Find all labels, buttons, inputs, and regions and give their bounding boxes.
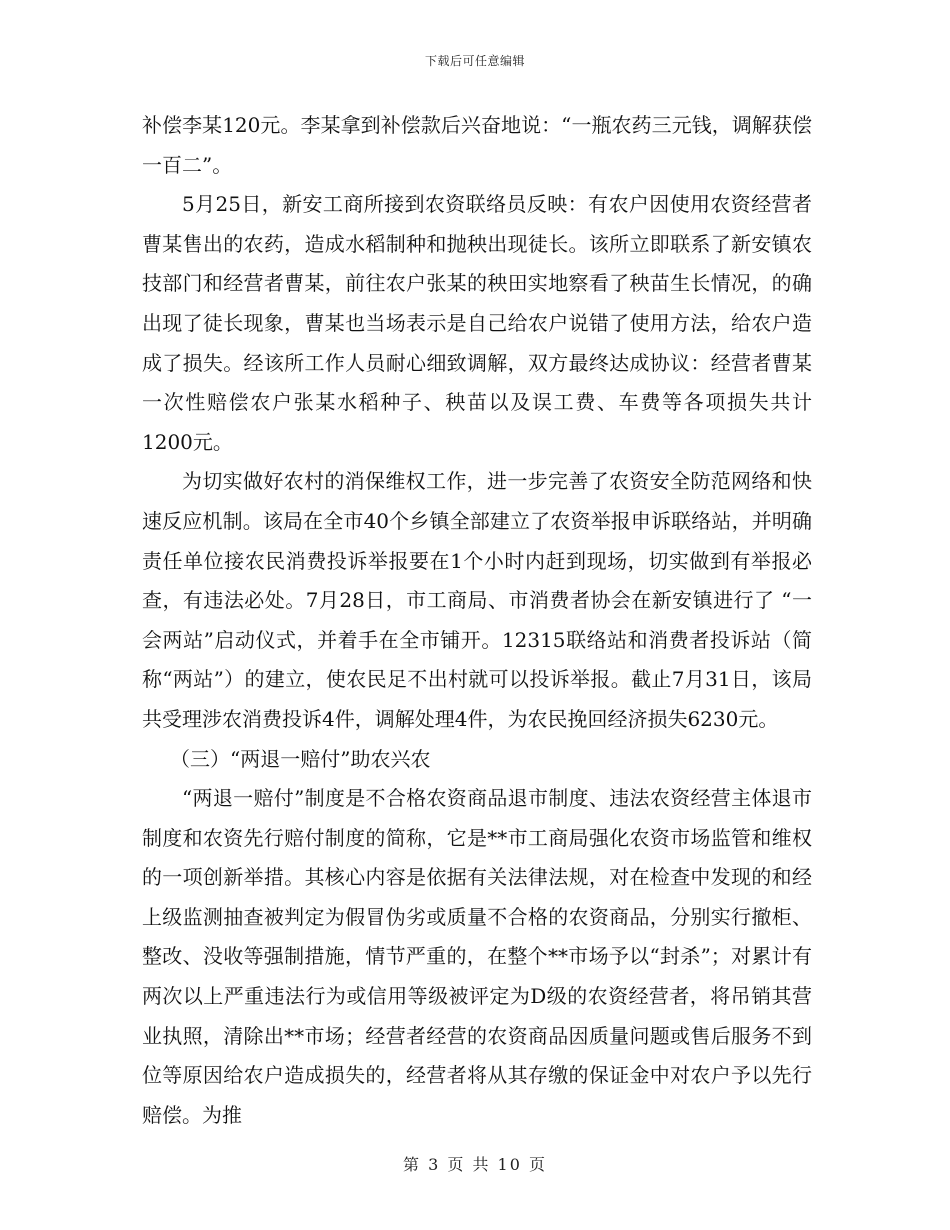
paragraph-two-withdrawals-system: “两退一赔付”制度是不合格农资商品退市制度、违法农资经营主体退市制度和农资先行赔付制度的简称，它是**市工商局强化农资市场监管和维权的一项创新举措。其核心内容是依据有关法律法规，对在检查中发现的和经上级监测抽查被判定为假冒伪劣或质量不合格的农资商品，分别实行撤柜、整改、没收等强制措施，情节严重的，在整个**市场予以“封杀”；对累计有两次以上严重违法行为或信用等级被评定为D级的农资经营者，将吊销其营业执照，清除出**市场；经营者经营的农资商品因质量问题或售后服务不到位等原因给农户造成损失的，经营者将从其存缴的保证金中对农户予以先行赔偿。为推 [142,786,812,1127]
section-heading: （三）“两退一赔付”助农兴农 [170,746,431,771]
paragraph-may-25-case: 5月25日，新安工商所接到农资联络员反映：有农户因使用农资经营者曹某售出的农药，造成水稻制种和抛秧出现徒长。该所立即联系了新安镇农技部门和经营者曹某，前往农户张某的秧田实地察看了秧苗生长情况，的确出现了徒长现象，曹某也当场表示是自己给农户说错了使用方法，给农户造成了损失。经该所工作人员耐心细致调解，双方最终达成协议：经营者曹某一次性赔偿农户张某水稻种子、秧苗以及误工费、车费等各项损失共计1200元。 [142,192,812,454]
paragraph-compensation-continued: 补偿李某120元。李某拿到补偿款后兴奋地说：“一瓶农药三元钱，调解获偿一百二”。 [142,113,812,177]
paragraph-consumer-protection: 为切实做好农村的消保维权工作，进一步完善了农资安全防范网络和快速反应机制。该局在全市40个乡镇全部建立了农资举报申诉联络站，并明确责任单位接农民消费投诉举报要在1个小时内赶到现场，切实做到有举报必查，有违法必处。7月28日，市工商局、市消费者协会在新安镇进行了 “一会两站”启动仪式，并着手在全市铺开。12315联络站和消费者投诉站（简称“两站”）的建立，使农民足不出村就可以投诉举报。截止7月31日，该局共受理涉农消费投诉4件，调解处理4件，为农民挽回经济损失6230元。 [142,469,812,731]
document-body [142,106,812,1135]
page-footer: 第 3 页 共 10 页 [403,1155,547,1174]
page-header: 下载后可任意编辑 [424,54,525,68]
